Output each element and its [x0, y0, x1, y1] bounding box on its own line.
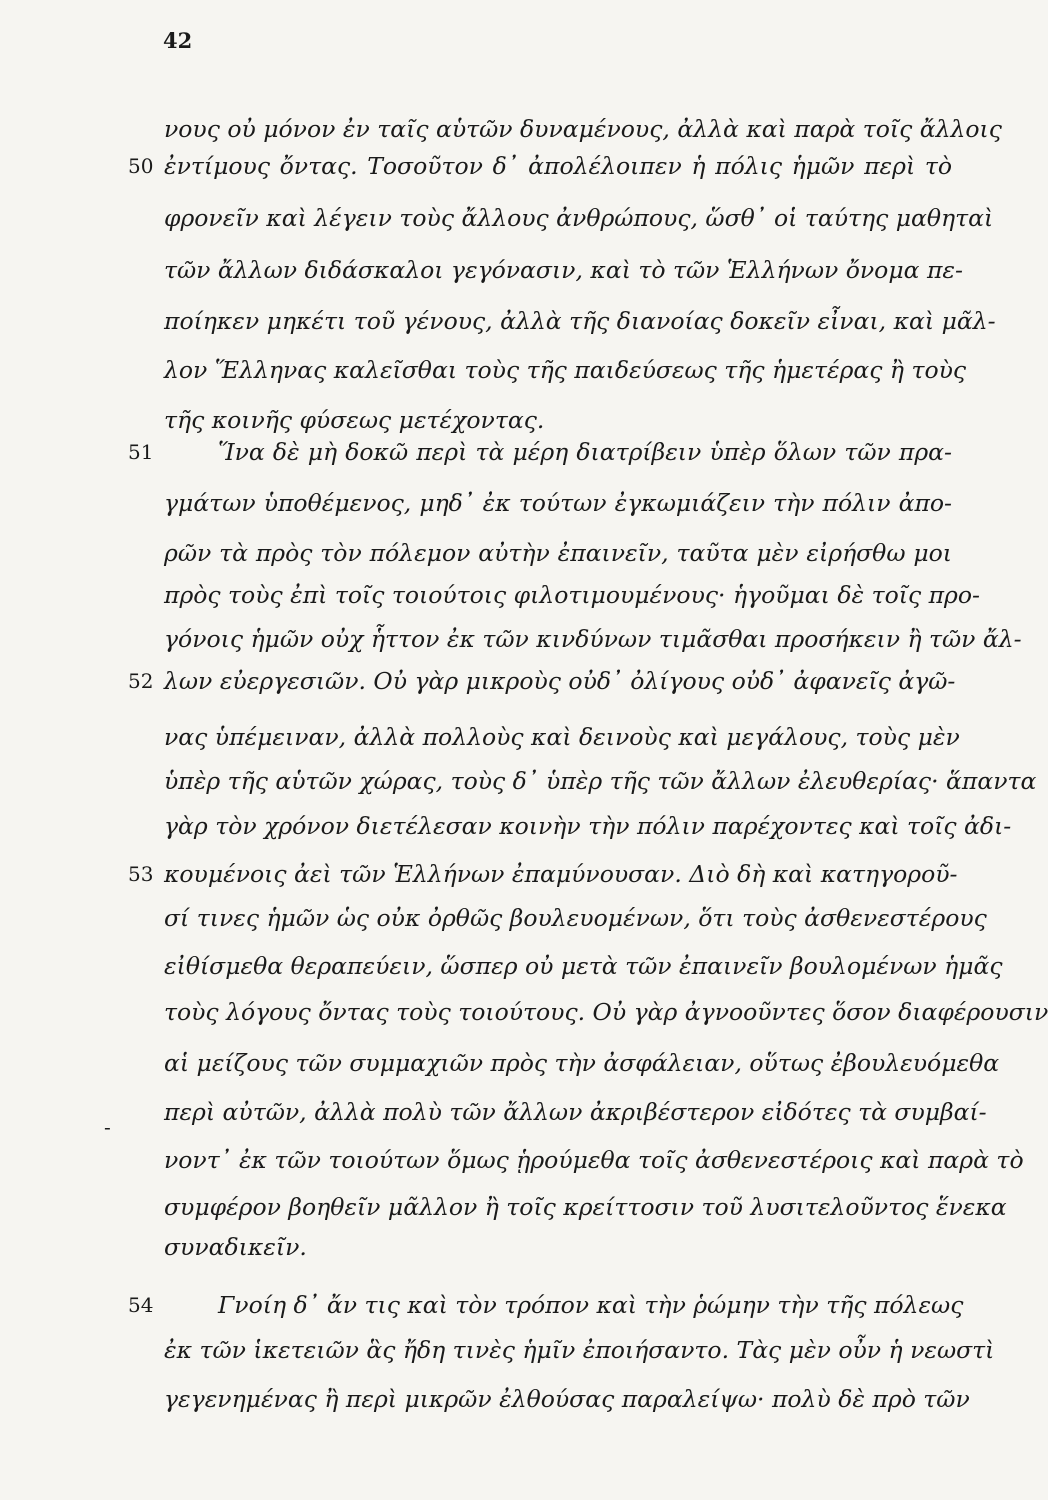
- text-line: συμφέρον βοηθεῖν μᾶλλον ἢ τοῖς κρείττοσιν τοῦ λυσιτελοῦντος ἕνεκα: [164, 1193, 1007, 1221]
- text-line: ποίηκεν μηκέτι τοῦ γένους, ἀλλὰ τῆς διανοίας δοκεῖν εἶναι, καὶ μᾶλ-: [164, 307, 996, 335]
- text-line: γόνοις ἡμῶν οὐχ ἧττον ἐκ τῶν κινδύνων τιμᾶσθαι προσήκειν ἢ τῶν ἄλ-: [164, 625, 1022, 653]
- text-line: εἰθίσμεθα θεραπεύειν, ὥσπερ οὐ μετὰ τῶν ἐπαινεῖν βουλομένων ἡμᾶς: [164, 952, 1003, 980]
- text-line: τῶν ἄλλων διδάσκαλοι γεγόνασιν, καὶ τὸ τῶν Ἑλλήνων ὄνομα πε-: [164, 256, 963, 284]
- text-line: συναδικεῖν.: [164, 1233, 307, 1261]
- section-number: 54: [128, 1293, 154, 1317]
- text-line: φρονεῖν καὶ λέγειν τοὺς ἄλλους ἀνθρώπους, ὥσθ᾽ οἱ ταύτης μαθηταὶ: [164, 204, 994, 232]
- stray-margin-mark: -: [104, 1115, 111, 1139]
- text-line: Γνοίη δ᾽ ἄν τις καὶ τὸν τρόπον καὶ τὴν ῥώμην τὴν τῆς πόλεως: [218, 1291, 964, 1319]
- section-number: 50: [128, 154, 154, 178]
- text-line: γὰρ τὸν χρόνον διετέλεσαν κοινὴν τὴν πόλιν παρέχοντες καὶ τοῖς ἀδι-: [164, 812, 1012, 840]
- text-line: τοὺς λόγους ὄντας τοὺς τοιούτους. Οὐ γὰρ ἀγνοοῦντες ὅσον διαφέρουσιν: [164, 998, 1048, 1026]
- text-line: ἐντίμους ὄντας. Τοσοῦτον δ᾽ ἀπολέλοιπεν ἡ πόλις ἡμῶν περὶ τὸ: [164, 152, 952, 180]
- section-number: 52: [128, 669, 154, 693]
- text-line: αἱ μείζους τῶν συμμαχιῶν πρὸς τὴν ἀσφάλειαν, οὕτως ἐβουλευόμεθα: [164, 1049, 1000, 1077]
- text-line: ρῶν τὰ πρὸς τὸν πόλεμον αὐτὴν ἐπαινεῖν, ταῦτα μὲν εἰρήσθω μοι: [164, 539, 952, 567]
- text-line: ἐκ τῶν ἱκετειῶν ἃς ἤδη τινὲς ἡμῖν ἐποιήσαντο. Τὰς μὲν οὖν ἡ νεωστὶ: [164, 1336, 995, 1364]
- text-line: νους οὐ μόνον ἐν ταῖς αὑτῶν δυναμένους, ἀλλὰ καὶ παρὰ τοῖς ἄλλοις: [164, 115, 1002, 143]
- text-line: νοντ᾽ ἐκ τῶν τοιούτων ὅμως ᾑρούμεθα τοῖς ἀσθενεστέροις καὶ παρὰ τὸ: [164, 1146, 1024, 1174]
- text-line: περὶ αὐτῶν, ἀλλὰ πολὺ τῶν ἄλλων ἀκριβέστερον εἰδότες τὰ συμβαί-: [164, 1098, 987, 1126]
- text-line: ὑπὲρ τῆς αὑτῶν χώρας, τοὺς δ᾽ ὑπὲρ τῆς τῶν ἄλλων ἐλευθερίας· ἅπαντα: [164, 767, 1037, 795]
- page-number: 42: [163, 28, 193, 53]
- text-line: πρὸς τοὺς ἐπὶ τοῖς τοιούτοις φιλοτιμουμένους· ἡγοῦμαι δὲ τοῖς προ-: [164, 581, 980, 609]
- section-number: 53: [128, 862, 154, 886]
- section-number: 51: [128, 440, 154, 464]
- text-line: λων εὐεργεσιῶν. Οὐ γὰρ μικροὺς οὐδ᾽ ὀλίγους οὐδ᾽ ἀφανεῖς ἀγῶ-: [164, 667, 956, 695]
- text-line: λον Ἕλληνας καλεῖσθαι τοὺς τῆς παιδεύσεως τῆς ἡμετέρας ἢ τοὺς: [164, 356, 967, 384]
- text-line: γμάτων ὑποθέμενος, μηδ᾽ ἐκ τούτων ἐγκωμιάζειν τὴν πόλιν ἀπο-: [164, 489, 952, 517]
- text-line: σί τινες ἡμῶν ὡς οὐκ ὀρθῶς βουλευομένων, ὅτι τοὺς ἀσθενεστέρους: [164, 904, 987, 932]
- text-line: τῆς κοινῆς φύσεως μετέχοντας.: [164, 406, 545, 434]
- text-line: γεγενημένας ἢ περὶ μικρῶν ἐλθούσας παραλείψω· πολὺ δὲ πρὸ τῶν: [164, 1385, 970, 1413]
- text-line: νας ὑπέμειναν, ἀλλὰ πολλοὺς καὶ δεινοὺς καὶ μεγάλους, τοὺς μὲν: [164, 723, 960, 751]
- text-line: Ἵνα δὲ μὴ δοκῶ περὶ τὰ μέρη διατρίβειν ὑπὲρ ὅλων τῶν πρα-: [218, 438, 952, 466]
- text-line: κουμένοις ἀεὶ τῶν Ἑλλήνων ἐπαμύνουσαν. Διὸ δὴ καὶ κατηγοροῦ-: [164, 860, 958, 888]
